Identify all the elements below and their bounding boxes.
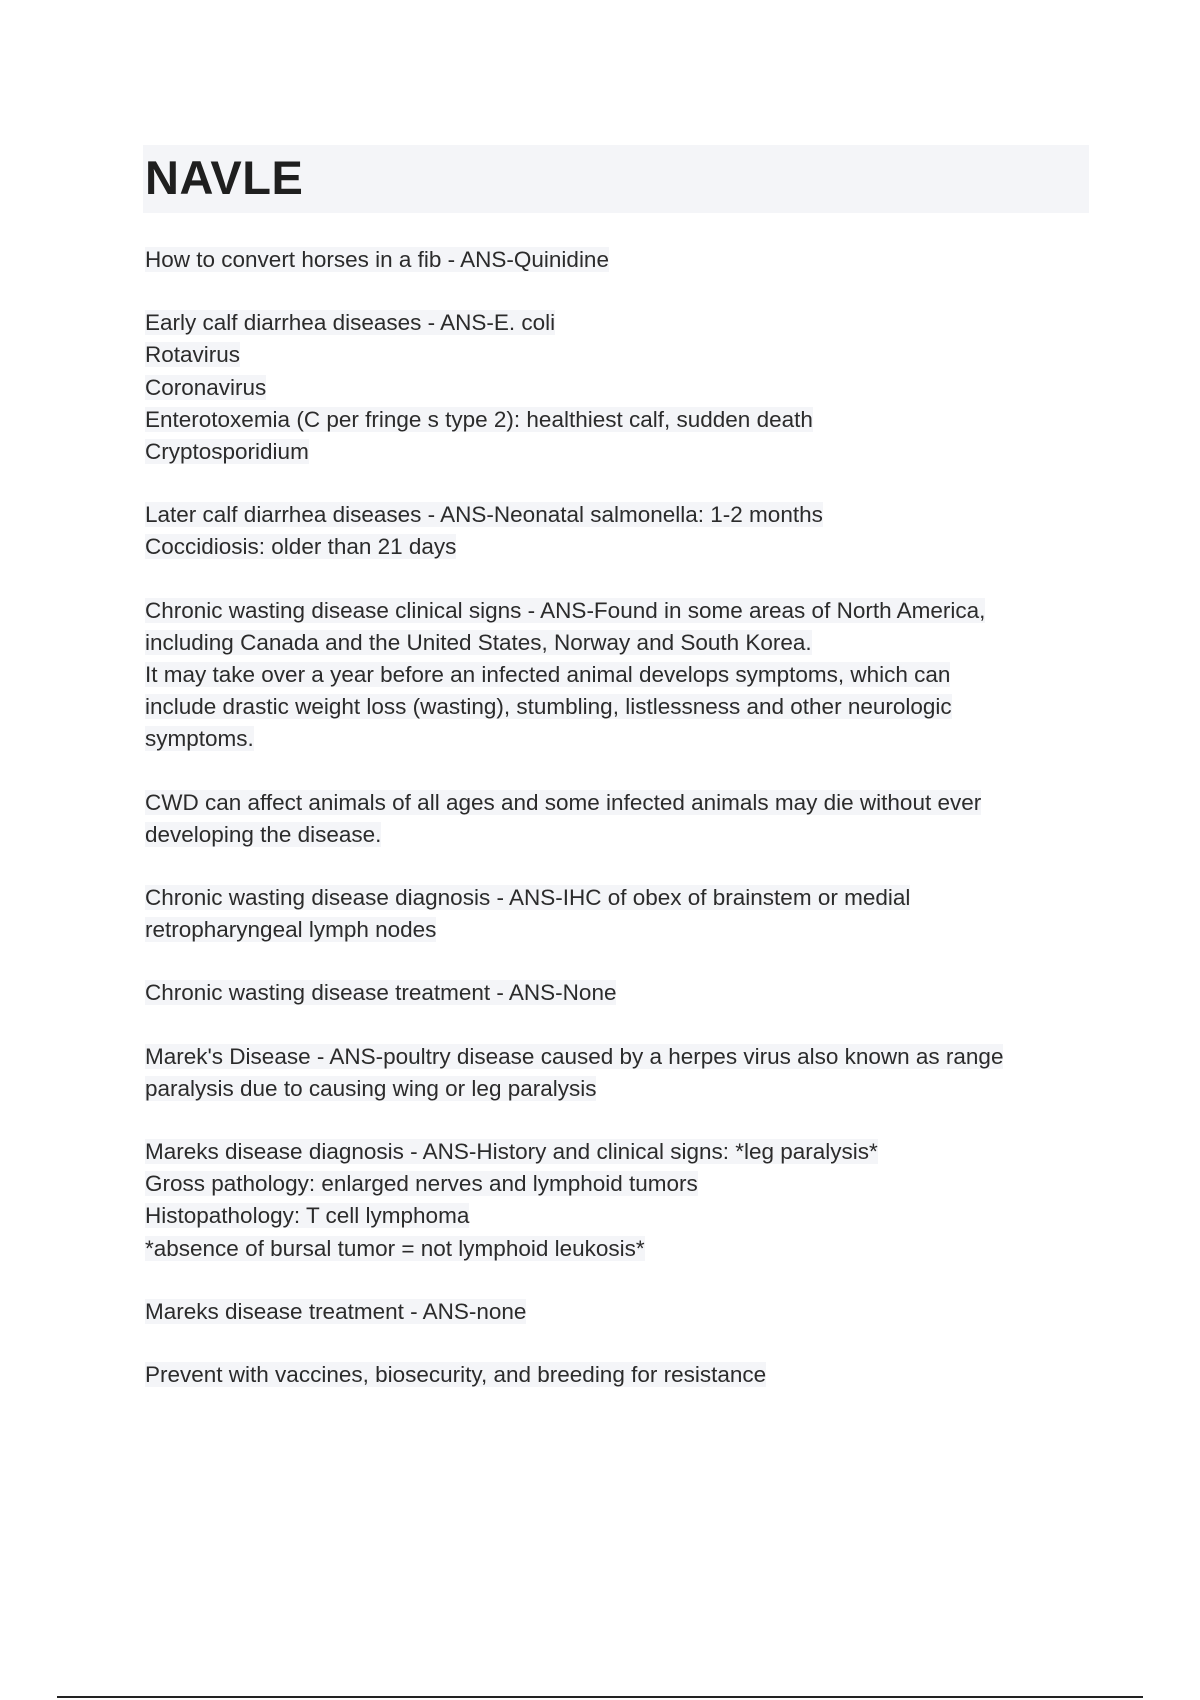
note-entry — [145, 1296, 1085, 1328]
note-line: How to convert horses in a fib - ANS-Quinidine — [145, 247, 609, 272]
note-entry — [145, 977, 1085, 1009]
note-line: Chronic wasting disease diagnosis - ANS-IHC of obex of brainstem or medial — [145, 885, 911, 911]
note-entry — [145, 595, 1085, 756]
note-line: Mareks disease treatment - ANS-none — [145, 1298, 527, 1324]
note-entry — [145, 787, 1085, 851]
note-line: paralysis due to causing wing or leg paralysis — [145, 1075, 597, 1101]
note-line: Mareks disease diagnosis - ANS-History and clinical signs: *leg paralysis* — [145, 1139, 878, 1165]
note-line: Chronic wasting disease clinical signs - ANS-Found in some areas of North America, — [145, 597, 986, 623]
note-line: Chronic wasting disease treatment - ANS-None — [145, 980, 617, 1006]
note-line: *absence of bursal tumor = not lymphoid leukosis* — [145, 1235, 645, 1261]
note-entry — [145, 307, 1085, 468]
note-line: including Canada and the United States, Norway and South Korea. — [145, 629, 812, 655]
page-title: NAVLE — [145, 151, 304, 204]
note-entry — [145, 1136, 1085, 1265]
footer-divider — [57, 1696, 1143, 1698]
note-line: Prevent with vaccines, biosecurity, and breeding for resistance — [145, 1362, 767, 1388]
note-line: include drastic weight loss (wasting), stumbling, listlessness and other neurologic — [145, 694, 952, 720]
note-line: symptoms. — [145, 726, 254, 752]
note-line: CWD can affect animals of all ages and some infected animals may die without ever — [145, 789, 982, 815]
notes-content — [145, 244, 1085, 1422]
note-line: Coronavirus — [145, 374, 267, 400]
note-line: Cryptosporidium — [145, 439, 309, 465]
note-line: Early calf diarrhea diseases - ANS-E. coli — [145, 310, 556, 336]
note-line: Gross pathology: enlarged nerves and lymphoid tumors — [145, 1171, 698, 1197]
note-entry — [145, 882, 1085, 946]
note-line: developing the disease. — [145, 821, 382, 847]
note-line: retropharyngeal lymph nodes — [145, 917, 437, 943]
note-entry — [145, 1359, 1085, 1391]
note-line: Rotavirus — [145, 342, 241, 368]
note-line: Enterotoxemia (C per fringe s type 2): healthiest calf, sudden death — [145, 406, 813, 432]
title-banner — [143, 145, 1089, 213]
note-line: Histopathology: T cell lymphoma — [145, 1203, 470, 1229]
note-entry — [145, 244, 1085, 276]
note-line: Later calf diarrhea diseases - ANS-Neonatal salmonella: 1-2 months — [145, 502, 823, 528]
note-line: Marek's Disease - ANS-poultry disease caused by a herpes virus also known as range — [145, 1043, 1004, 1069]
note-entry — [145, 499, 1085, 563]
note-line: Coccidiosis: older than 21 days — [145, 534, 457, 560]
note-line: It may take over a year before an infected animal develops symptoms, which can — [145, 662, 951, 688]
note-entry — [145, 1041, 1085, 1105]
